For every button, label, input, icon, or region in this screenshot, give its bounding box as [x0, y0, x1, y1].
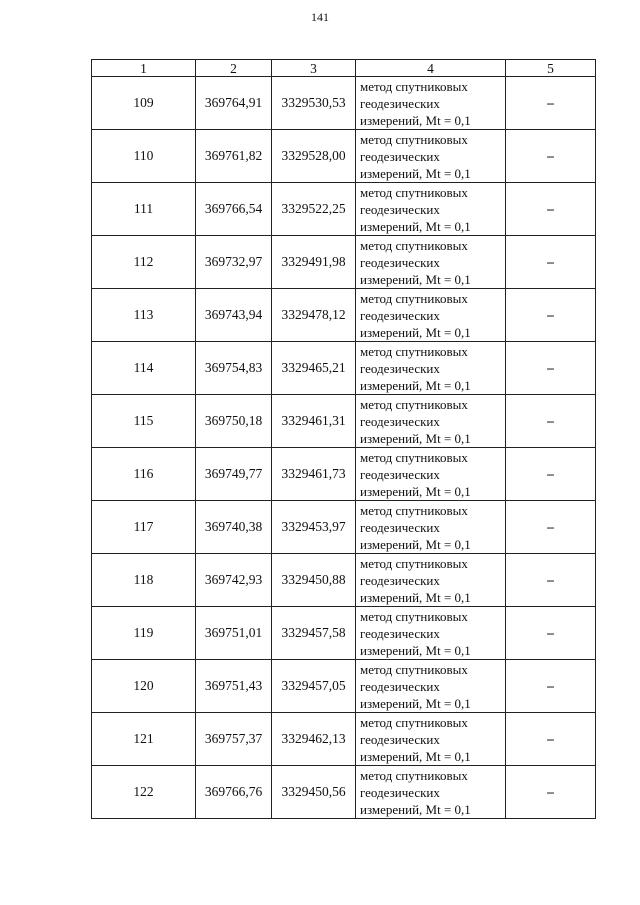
- x-coordinate-cell: 369732,97: [196, 236, 272, 289]
- x-coordinate-cell: 369754,83: [196, 342, 272, 395]
- y-coordinate-cell: 3329457,58: [272, 607, 356, 660]
- x-coordinate-cell: 369751,01: [196, 607, 272, 660]
- method-line: измерений, Mt = 0,1: [360, 218, 471, 234]
- method-cell: [356, 607, 506, 660]
- method-line: измерений, Mt = 0,1: [360, 112, 471, 128]
- point-number-cell: 120: [92, 660, 196, 713]
- table-row: [92, 395, 596, 448]
- method-line: геодезических: [360, 201, 440, 217]
- accuracy-cell: –: [506, 77, 596, 130]
- method-line: измерений, Mt = 0,1: [360, 536, 471, 552]
- table-row: [92, 501, 596, 554]
- table-row: [92, 77, 596, 130]
- table-row: [92, 130, 596, 183]
- point-number-cell: 111: [92, 183, 196, 236]
- method-line: измерений, Mt = 0,1: [360, 642, 471, 658]
- table-row: [92, 554, 596, 607]
- column-header: 4: [356, 60, 506, 77]
- y-coordinate-cell: 3329491,98: [272, 236, 356, 289]
- point-number-cell: 113: [92, 289, 196, 342]
- method-cell: [356, 713, 506, 766]
- table-header-row: [92, 60, 596, 77]
- y-coordinate-cell: 3329530,53: [272, 77, 356, 130]
- table-row: [92, 236, 596, 289]
- table-row: [92, 342, 596, 395]
- method-line: геодезических: [360, 95, 440, 111]
- x-coordinate-cell: 369766,54: [196, 183, 272, 236]
- point-number-cell: 121: [92, 713, 196, 766]
- accuracy-cell: –: [506, 660, 596, 713]
- y-coordinate-cell: 3329522,25: [272, 183, 356, 236]
- method-line: геодезических: [360, 625, 440, 641]
- method-line: измерений, Mt = 0,1: [360, 324, 471, 340]
- method-line: геодезических: [360, 466, 440, 482]
- column-header: 3: [272, 60, 356, 77]
- accuracy-cell: –: [506, 183, 596, 236]
- point-number-cell: 118: [92, 554, 196, 607]
- point-number-cell: 116: [92, 448, 196, 501]
- method-line: измерений, Mt = 0,1: [360, 271, 471, 287]
- x-coordinate-cell: 369740,38: [196, 501, 272, 554]
- y-coordinate-cell: 3329478,12: [272, 289, 356, 342]
- x-coordinate-cell: 369766,76: [196, 766, 272, 819]
- method-line: метод спутниковых: [360, 237, 468, 253]
- accuracy-cell: –: [506, 448, 596, 501]
- method-line: метод спутниковых: [360, 78, 468, 94]
- method-line: геодезических: [360, 360, 440, 376]
- method-line: метод спутниковых: [360, 661, 468, 677]
- table-row: [92, 448, 596, 501]
- method-line: геодезических: [360, 731, 440, 747]
- column-header: 2: [196, 60, 272, 77]
- point-number-cell: 112: [92, 236, 196, 289]
- method-cell: [356, 77, 506, 130]
- x-coordinate-cell: 369757,37: [196, 713, 272, 766]
- y-coordinate-cell: 3329453,97: [272, 501, 356, 554]
- method-line: метод спутниковых: [360, 290, 468, 306]
- method-line: геодезических: [360, 678, 440, 694]
- accuracy-cell: –: [506, 130, 596, 183]
- x-coordinate-cell: 369743,94: [196, 289, 272, 342]
- method-cell: [356, 395, 506, 448]
- method-cell: [356, 501, 506, 554]
- accuracy-cell: –: [506, 395, 596, 448]
- point-number-cell: 122: [92, 766, 196, 819]
- point-number-cell: 115: [92, 395, 196, 448]
- method-line: измерений, Mt = 0,1: [360, 801, 471, 817]
- table-row: [92, 607, 596, 660]
- x-coordinate-cell: 369764,91: [196, 77, 272, 130]
- x-coordinate-cell: 369742,93: [196, 554, 272, 607]
- x-coordinate-cell: 369761,82: [196, 130, 272, 183]
- method-cell: [356, 183, 506, 236]
- method-line: измерений, Mt = 0,1: [360, 483, 471, 499]
- method-line: метод спутниковых: [360, 396, 468, 412]
- method-line: измерений, Mt = 0,1: [360, 165, 471, 181]
- column-header: 1: [92, 60, 196, 77]
- method-line: метод спутниковых: [360, 555, 468, 571]
- y-coordinate-cell: 3329457,05: [272, 660, 356, 713]
- table-row: [92, 713, 596, 766]
- method-line: геодезических: [360, 519, 440, 535]
- y-coordinate-cell: 3329450,56: [272, 766, 356, 819]
- method-line: метод спутниковых: [360, 502, 468, 518]
- page-number: 141: [311, 10, 329, 24]
- method-line: измерений, Mt = 0,1: [360, 377, 471, 393]
- method-line: метод спутниковых: [360, 767, 468, 783]
- x-coordinate-cell: 369751,43: [196, 660, 272, 713]
- y-coordinate-cell: 3329528,00: [272, 130, 356, 183]
- method-line: метод спутниковых: [360, 131, 468, 147]
- method-cell: [356, 342, 506, 395]
- accuracy-cell: –: [506, 766, 596, 819]
- method-line: метод спутниковых: [360, 608, 468, 624]
- method-cell: [356, 236, 506, 289]
- y-coordinate-cell: 3329462,13: [272, 713, 356, 766]
- accuracy-cell: –: [506, 554, 596, 607]
- point-number-cell: 114: [92, 342, 196, 395]
- point-number-cell: 110: [92, 130, 196, 183]
- method-line: метод спутниковых: [360, 184, 468, 200]
- method-cell: [356, 766, 506, 819]
- method-line: измерений, Mt = 0,1: [360, 695, 471, 711]
- method-line: геодезических: [360, 307, 440, 323]
- table-row: [92, 183, 596, 236]
- y-coordinate-cell: 3329461,73: [272, 448, 356, 501]
- x-coordinate-cell: 369750,18: [196, 395, 272, 448]
- accuracy-cell: –: [506, 342, 596, 395]
- accuracy-cell: –: [506, 713, 596, 766]
- method-line: геодезических: [360, 254, 440, 270]
- accuracy-cell: –: [506, 236, 596, 289]
- y-coordinate-cell: 3329465,21: [272, 342, 356, 395]
- method-cell: [356, 554, 506, 607]
- method-line: метод спутниковых: [360, 343, 468, 359]
- table-row: [92, 660, 596, 713]
- point-number-cell: 117: [92, 501, 196, 554]
- accuracy-cell: –: [506, 607, 596, 660]
- method-line: измерений, Mt = 0,1: [360, 430, 471, 446]
- method-line: геодезических: [360, 413, 440, 429]
- method-line: измерений, Mt = 0,1: [360, 589, 471, 605]
- table-row: [92, 766, 596, 819]
- method-line: геодезических: [360, 572, 440, 588]
- y-coordinate-cell: 3329461,31: [272, 395, 356, 448]
- method-cell: [356, 448, 506, 501]
- column-header: 5: [506, 60, 596, 77]
- method-line: геодезических: [360, 148, 440, 164]
- accuracy-cell: –: [506, 289, 596, 342]
- coordinates-table: [91, 59, 596, 819]
- method-line: измерений, Mt = 0,1: [360, 748, 471, 764]
- y-coordinate-cell: 3329450,88: [272, 554, 356, 607]
- table-row: [92, 289, 596, 342]
- point-number-cell: 119: [92, 607, 196, 660]
- method-line: метод спутниковых: [360, 449, 468, 465]
- point-number-cell: 109: [92, 77, 196, 130]
- method-line: геодезических: [360, 784, 440, 800]
- x-coordinate-cell: 369749,77: [196, 448, 272, 501]
- table-body: [92, 77, 596, 819]
- accuracy-cell: –: [506, 501, 596, 554]
- method-line: метод спутниковых: [360, 714, 468, 730]
- method-cell: [356, 660, 506, 713]
- method-cell: [356, 289, 506, 342]
- method-cell: [356, 130, 506, 183]
